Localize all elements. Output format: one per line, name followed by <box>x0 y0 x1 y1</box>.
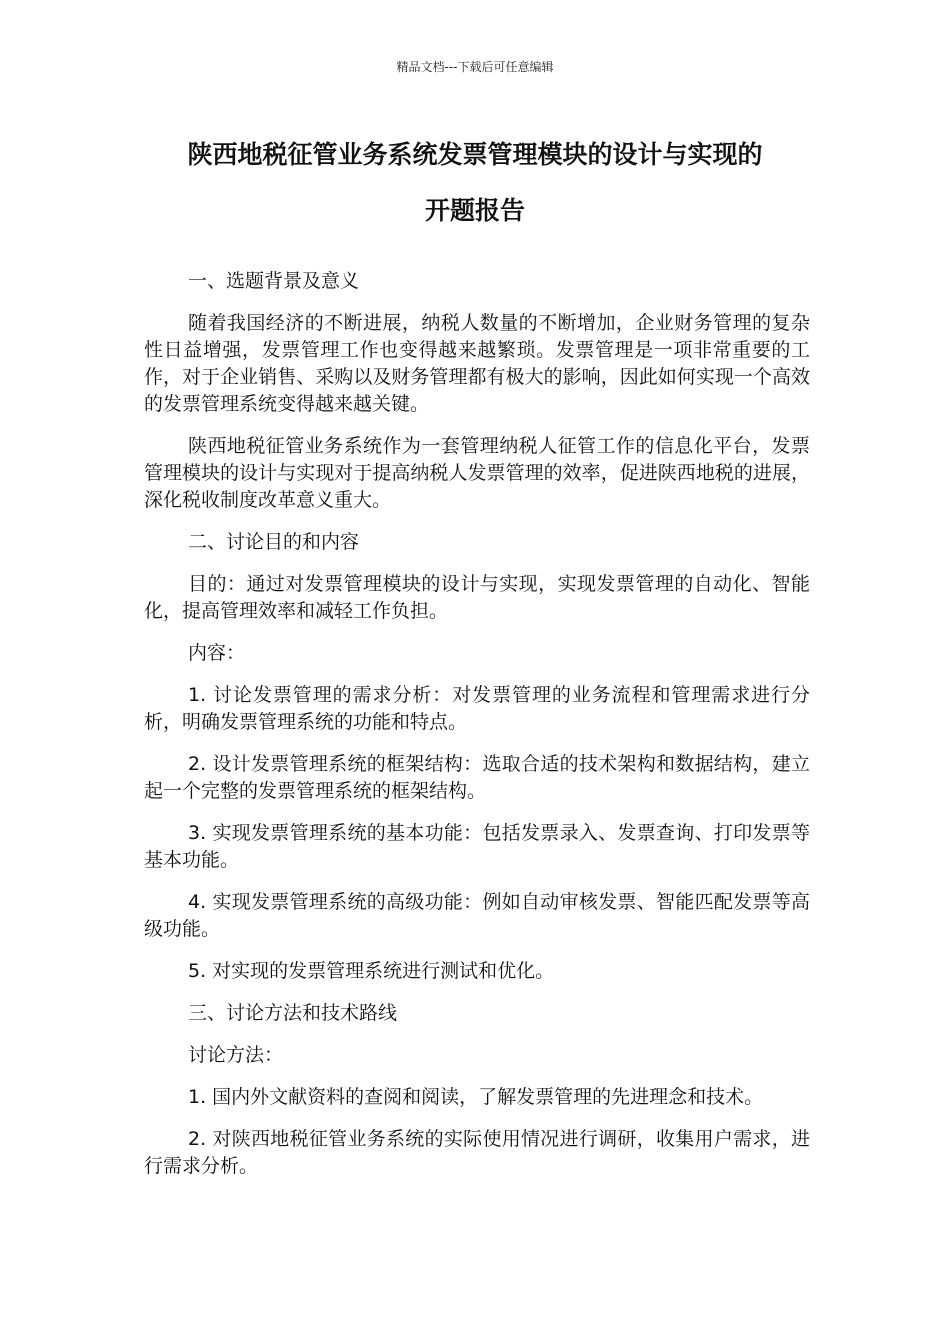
content-item-5: 5. 对实现的发票管理系统进行测试和优化。 <box>188 960 555 982</box>
section-heading-methods: 三、讨论方法和技术路线 <box>188 1002 398 1024</box>
methods-label: 讨论方法： <box>188 1044 284 1066</box>
content-label: 内容： <box>188 642 246 664</box>
content-item-4: 4. 实现发票管理系统的高级功能：例如自动审核发票、智能匹配发票等高级功能。 <box>144 891 810 940</box>
content-item-3: 3. 实现发票管理系统的基本功能：包括发票录入、发票查询、打印发票等基本功能。 <box>144 822 810 871</box>
method-item-2: 2. 对陕西地税征管业务系统的实际使用情况进行调研，收集用户需求，进行需求分析。 <box>144 1128 810 1177</box>
paragraph-background-1: 随着我国经济的不断进展，纳税人数量的不断增加，企业财务管理的复杂性日益增强，发票管理工作也变得越来越繁琐。发票管理是一项非常重要的工作，对于企业销售、采购以及财务管理都有极大的影响，因此如何实现一个高效的发票管理系统变得越来越关键。 <box>144 312 810 415</box>
paragraph-background-2: 陕西地税征管业务系统作为一套管理纳税人征管工作的信息化平台，发票管理模块的设计与实现对于提高纳税人发票管理的效率，促进陕西地税的进展，深化税收制度改革意义重大。 <box>144 435 810 511</box>
content-item-2: 2. 设计发票管理系统的框架结构：选取合适的技术架构和数据结构，建立起一个完整的发票管理系统的框架结构。 <box>144 753 810 802</box>
section-heading-background: 一、选题背景及意义 <box>188 270 360 292</box>
method-item-1: 1. 国内外文献资料的查阅和阅读，了解发票管理的先进理念和技术。 <box>188 1086 764 1108</box>
document-title-line-2: 开题报告 <box>424 196 525 225</box>
header-note: 精品文档---下载后可任意编辑 <box>396 60 554 74</box>
section-heading-purpose: 二、讨论目的和内容 <box>188 531 360 553</box>
document-title-line-1: 陕西地税征管业务系统发票管理模块的设计与实现的 <box>187 140 763 169</box>
document-body <box>144 268 810 1195</box>
content-item-1: 1. 讨论发票管理的需求分析：对发票管理的业务流程和管理需求进行分析，明确发票管理系统的功能和特点。 <box>144 684 810 733</box>
paragraph-purpose: 目的：通过对发票管理模块的设计与实现，实现发票管理的自动化、智能化，提高管理效率和减轻工作负担。 <box>144 573 810 622</box>
